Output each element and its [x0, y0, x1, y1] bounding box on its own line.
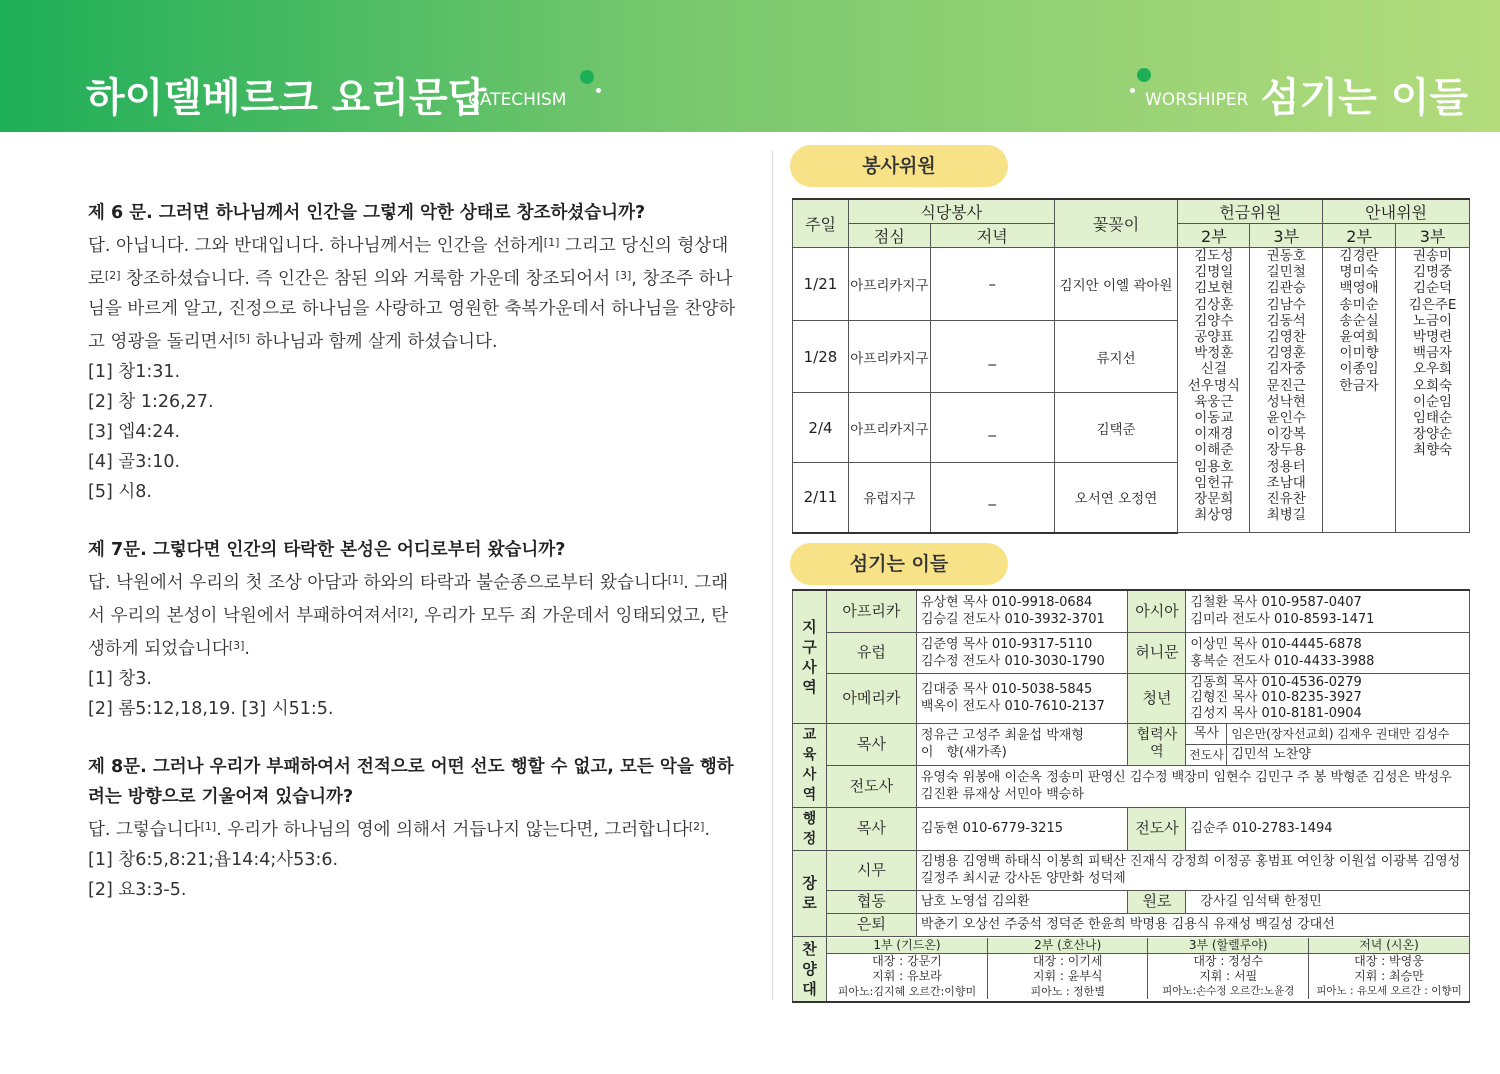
- america-label: 아메리카: [826, 673, 916, 723]
- catechism-subtitle: CATECHISM: [468, 90, 567, 110]
- admin-pastor: 김동현 010-6779-3215: [916, 807, 1128, 850]
- lunch-cell: 아프리카지구: [848, 248, 930, 321]
- choir-label: 찬 양 대: [793, 936, 827, 1002]
- reference: [2] 요3:3-5.: [88, 880, 187, 900]
- white-dot-icon: [596, 88, 601, 93]
- flower-cell: 류지선: [1054, 321, 1178, 393]
- choir-name: 3부 (할렐루야): [1148, 938, 1309, 954]
- retired-elders: 박춘기 오상선 주중석 정덕준 한윤희 박명용 김용식 유재성 백길성 강대선: [916, 913, 1469, 936]
- col-offering: 헌금위원: [1178, 199, 1323, 224]
- name-item: 임태순: [1412, 410, 1453, 427]
- reference: [1] 창1:31.: [88, 362, 181, 382]
- dinner-cell: _: [930, 463, 1054, 533]
- reference: [4] 골3:10.: [88, 452, 181, 472]
- name-item: 이강복: [1266, 426, 1306, 443]
- europe-label: 유럽: [826, 632, 916, 673]
- worshiper-subtitle: WORSHIPER: [1145, 90, 1249, 110]
- assoc-elders: 남호 노영섭 김의환: [916, 890, 1128, 913]
- america-contacts: 김대중 목사 010-5038-5845 백옥이 전도사 010-7610-2137: [916, 673, 1128, 723]
- name-item: 김경란: [1339, 248, 1379, 264]
- volunteers-table: [792, 198, 1470, 534]
- edu-pastor-label: 목사: [826, 723, 916, 765]
- flower-cell: 김지안 이엘 곽아원: [1054, 248, 1178, 321]
- name-item: 백영애: [1339, 280, 1379, 297]
- education-label: 교육 사역: [793, 723, 827, 807]
- name-item: 임용호: [1194, 458, 1234, 475]
- name-item: 김은주E: [1408, 296, 1457, 313]
- white-dot-icon: [1130, 88, 1135, 93]
- name-item: 이재경: [1194, 426, 1234, 443]
- name-item: 권동호: [1266, 248, 1306, 264]
- name-item: 김도성: [1194, 248, 1234, 264]
- choir-name: 1부 (기드온): [827, 938, 988, 954]
- reference: [5] 시8.: [88, 482, 152, 502]
- name-item: 최향숙: [1412, 442, 1453, 459]
- name-item: 노금이: [1412, 312, 1453, 329]
- green-dot-icon: [580, 70, 594, 84]
- asia-label: 아시아: [1128, 590, 1186, 632]
- admin-evang: 김순주 010-2783-1494: [1186, 807, 1470, 850]
- retired-label: 은퇴: [826, 913, 916, 936]
- name-item: 장양순: [1412, 426, 1453, 443]
- col-dinner: 저녁: [930, 224, 1054, 248]
- col-lunch: 점심: [848, 224, 930, 248]
- name-item: 공양표: [1194, 329, 1234, 346]
- usher-2-list: [1323, 248, 1396, 533]
- name-item: 송미순: [1339, 296, 1379, 313]
- date-cell: 2/11: [793, 463, 849, 533]
- name-item: 이동교: [1194, 410, 1234, 427]
- name-item: 김양수: [1194, 312, 1234, 329]
- name-item: 선우명식: [1187, 377, 1240, 394]
- name-item: 김보현: [1194, 280, 1234, 297]
- reference: [3] 엡4:24.: [88, 422, 181, 442]
- dinner-cell: –: [930, 248, 1054, 321]
- name-item: 문진근: [1266, 377, 1306, 394]
- europe-contacts: 김준영 목사 010-9317-5110 김수정 전도사 010-3030-1790: [916, 632, 1128, 673]
- asia-contacts: 김철환 목사 010-9587-0407 김미라 전도사 010-8593-1471: [1186, 590, 1470, 632]
- col-offering-3: 3부: [1250, 224, 1323, 248]
- catechism-title: 하이델베르크 요리문답: [86, 75, 487, 121]
- question-7: 제 7문. 그렇다면 인간의 타락한 본성은 어디로부터 왔습니까?: [88, 540, 566, 560]
- date-cell: 1/28: [793, 321, 849, 393]
- dinner-cell: _: [930, 321, 1054, 393]
- green-dot-icon: [1137, 68, 1151, 82]
- name-item: 권송미: [1412, 248, 1453, 264]
- catechism-text: [88, 198, 740, 905]
- name-item: 장두용: [1266, 442, 1306, 459]
- date-cell: 2/4: [793, 393, 849, 463]
- name-item: 이미향: [1339, 345, 1379, 362]
- edu-pastors: 정유근 고성주 최윤섭 박재형 이 향(새가족): [916, 723, 1128, 765]
- answer-8: 답. 그렇습니다[1]. 우리가 하나님의 영에 의해서 거듭나지 않는다면, 그러합니다[2].: [88, 820, 711, 840]
- reference: [1] 창3.: [88, 669, 152, 689]
- name-item: 이순임: [1412, 393, 1453, 410]
- name-item: 김관승: [1266, 280, 1306, 297]
- lunch-cell: 유럽지구: [848, 463, 930, 533]
- question-6: 제 6 문. 그러면 하나님께서 인간을 그렇게 악한 상태로 창조하셨습니까?: [88, 203, 646, 223]
- choir-info: 대장 : 박영웅 지휘 : 최승만 피아노 : 유모세 오르간 : 이향미: [1316, 954, 1462, 998]
- column-divider: [772, 150, 773, 1000]
- flower-cell: 오서연 오정연: [1054, 463, 1178, 533]
- dinner-cell: _: [930, 393, 1054, 463]
- admin-pastor-label: 목사: [826, 807, 916, 850]
- answer-6: 답. 아닙니다. 그와 반대입니다. 하나님께서는 인간을 선하게[1] 그리고 당신의 형상대로[2] 창조하셨습니다. 즉 인간은 참된 의와 거룩함 가운데 창조되어서 [3], 창조주 하나님을 바르게 알고, 진정으로 하나님을 사랑하고 영원한 축복가운데서 하나님을 찬양하고 영광을 돌리면서[5] 하나님과 함께 살게 하셨습니다.: [88, 236, 736, 352]
- name-item: 김순덕: [1412, 280, 1453, 297]
- name-item: 송순실: [1339, 312, 1379, 329]
- header-banner: [0, 0, 1500, 132]
- lunch-cell: 아프리카지구: [848, 393, 930, 463]
- name-item: 육웅근: [1194, 393, 1234, 410]
- reference: [2] 창 1:26,27.: [88, 392, 214, 412]
- volunteers-title: 봉사위원: [790, 145, 1008, 187]
- col-usher: 안내위원: [1323, 199, 1470, 224]
- choir-info: 대장 : 강문기 지휘 : 유보라 피아노:김지혜 오르간:이향미: [827, 954, 988, 1000]
- choir-name: 2부 (호산나): [987, 938, 1148, 954]
- name-item: 최병길: [1266, 507, 1306, 524]
- name-item: 김영찬: [1266, 329, 1306, 346]
- col-usher-3: 3부: [1396, 224, 1470, 248]
- name-item: 한금자: [1339, 377, 1379, 394]
- name-item: 이종임: [1339, 361, 1379, 378]
- elders-label: 장 로: [793, 850, 827, 936]
- name-item: 명미숙: [1339, 264, 1379, 281]
- admin-label: 행정: [793, 807, 827, 850]
- offering-2-list: [1178, 248, 1250, 533]
- name-item: 조남대: [1266, 474, 1306, 491]
- hanimun-label: 허니문: [1128, 632, 1186, 673]
- edu-evangelists: 유영숙 위봉애 이순옥 정송미 판영신 김수정 백장미 임현수 김민구 주 봉 박형준 김성은 박성우 김진환 류재상 서민아 백승하: [916, 765, 1469, 807]
- name-item: 최상영: [1194, 507, 1234, 524]
- name-item: 오우희: [1412, 361, 1453, 378]
- name-item: 길민철: [1266, 264, 1306, 281]
- elder-label: 시무: [826, 850, 916, 890]
- name-item: 성낙현: [1266, 393, 1306, 410]
- date-cell: 1/21: [793, 248, 849, 321]
- col-meal: 식당봉사: [848, 199, 1054, 224]
- senior-label: 원로: [1128, 890, 1186, 913]
- choir-info: 대장 : 이기세 지휘 : 윤부식 피아노 : 정한별: [987, 954, 1148, 1000]
- question-8: 제 8문. 그러나 우리가 부패하여서 전적으로 어떤 선도 행할 수 없고, 모든 악을 행하려는 방향으로 기울어져 있습니까?: [88, 757, 734, 807]
- name-item: 김자중: [1266, 361, 1306, 378]
- elders-active: 김병용 김영백 하태식 이봉희 피택산 진재식 강정희 이정공 홍범표 여인창 이원섭 이광복 김영성 길정주 최시균 강사돈 양만화 성덕제: [916, 850, 1469, 890]
- edu-evang-label: 전도사: [826, 765, 916, 807]
- reference: [2] 롬5:12,18,19. [3] 시51:5.: [88, 699, 334, 719]
- name-item: 박정훈: [1194, 345, 1234, 362]
- name-item: 신걸: [1200, 361, 1227, 378]
- col-date: 주일: [793, 199, 849, 248]
- assoc-label: 협동: [826, 890, 916, 913]
- coop-cell: 목사 임은만(장자선교회) 김재우 권대만 김성수 전도사 김민석 노찬양: [1186, 723, 1470, 765]
- name-item: 정용터: [1266, 458, 1306, 475]
- name-item: 김상훈: [1194, 296, 1234, 313]
- offering-3-list: [1250, 248, 1323, 533]
- name-item: 이해준: [1194, 442, 1234, 459]
- servants-table: [792, 589, 1470, 1003]
- usher-3-list: [1396, 248, 1470, 533]
- name-item: 김명중: [1412, 264, 1453, 281]
- admin-evang-label: 전도사: [1128, 807, 1186, 850]
- table-row: [793, 248, 1470, 321]
- col-flower: 꽃꽂이: [1054, 199, 1178, 248]
- name-item: 김동석: [1266, 312, 1306, 329]
- district-label: 지 구 사 역: [793, 590, 827, 723]
- name-item: 윤인수: [1266, 410, 1306, 427]
- name-item: 윤여희: [1339, 329, 1379, 346]
- youth-label: 청년: [1128, 673, 1186, 723]
- hanimun-contacts: 이상민 목사 010-4445-6878 홍복순 전도사 010-4433-3988: [1186, 632, 1470, 673]
- africa-label: 아프리카: [826, 590, 916, 632]
- name-item: 임헌규: [1194, 474, 1234, 491]
- reference: [1] 창6:5,8:21;욥14:4;사53:6.: [88, 850, 339, 870]
- name-item: 김영훈: [1266, 345, 1306, 362]
- choir-info: 대장 : 정성수 지휘 : 서필 피아노:손수정 오르간:노윤경: [1148, 954, 1309, 1000]
- africa-contacts: 유상현 목사 010-9918-0684 김승길 전도사 010-3932-3701: [916, 590, 1128, 632]
- servants-title: 섬기는 이들: [790, 543, 1008, 585]
- name-item: 박명련: [1412, 329, 1453, 346]
- name-item: 김명일: [1194, 264, 1234, 281]
- senior-elders: 강사길 임석택 한정민: [1186, 890, 1470, 913]
- col-usher-2: 2부: [1323, 224, 1396, 248]
- choir-name: 저녁 (시온): [1308, 938, 1469, 954]
- coop-label: 협력사역: [1128, 723, 1186, 765]
- answer-7: 답. 낙원에서 우리의 첫 조상 아담과 하와의 타락과 불순종으로부터 왔습니다[1]. 그래서 우리의 본성이 낙원에서 부패하여져서[2], 우리가 모두 죄 가운데서 잉태되었고, 탄생하게 되었습니다[3].: [88, 573, 729, 659]
- col-offering-2: 2부: [1178, 224, 1250, 248]
- name-item: 김남수: [1266, 296, 1306, 313]
- lunch-cell: 아프리카지구: [848, 321, 930, 393]
- worshiper-title: 섬기는 이들: [1260, 75, 1468, 121]
- name-item: 백금자: [1412, 345, 1453, 362]
- name-item: 진유찬: [1266, 491, 1306, 508]
- choir-cell: [826, 936, 1469, 1002]
- youth-contacts: 김동희 목사 010-4536-0279 김형진 목사 010-8235-3927 김성지 목사 010-8181-0904: [1186, 673, 1470, 723]
- name-item: 장문희: [1194, 491, 1234, 508]
- name-item: 오희숙: [1412, 377, 1453, 394]
- flower-cell: 김택준: [1054, 393, 1178, 463]
